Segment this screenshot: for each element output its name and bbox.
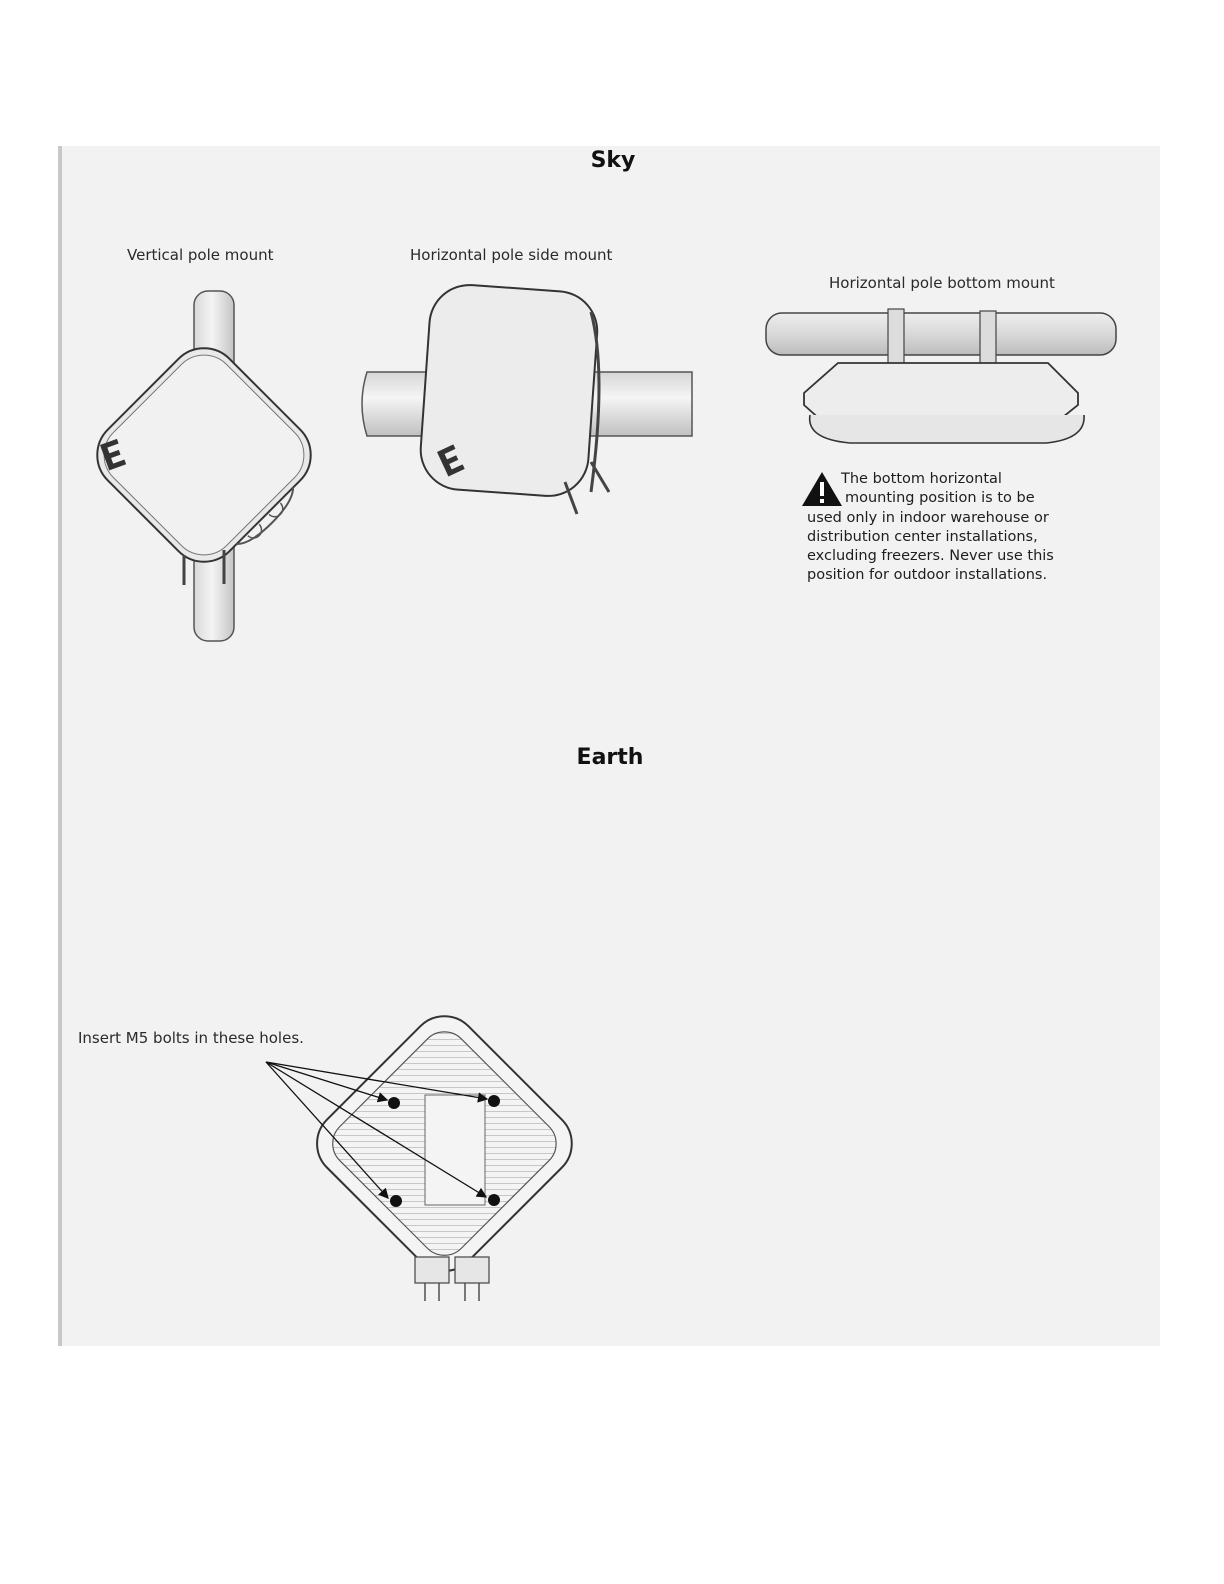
bolt-hole (388, 1097, 400, 1109)
bolt-hole (390, 1195, 402, 1207)
earth-mount-illustration (265, 995, 605, 1305)
warning-line: excluding freezers. Never use this (807, 548, 1054, 565)
warning-line: The bottom horizontal (841, 471, 1002, 487)
bolt-hole (488, 1095, 500, 1107)
bottom-mount-warning (807, 470, 1077, 586)
warning-line: distribution center installations, (807, 528, 1038, 545)
section-title-earth: Earth (576, 745, 644, 770)
caption-horizontal-side-mount: Horizontal pole side mount (410, 246, 613, 264)
vertical-pole-mount-illustration (80, 285, 340, 655)
warning-line: mounting position is to be (845, 490, 1035, 507)
warning-line: used only in indoor warehouse or (807, 509, 1049, 526)
section-title-sky: Sky (590, 148, 636, 173)
warning-line: position for outdoor installations. (807, 567, 1048, 584)
bolt-callout: Insert M5 bolts in these holes. (78, 1029, 304, 1047)
horizontal-side-mount-illustration (355, 282, 695, 522)
caption-vertical-pole-mount: Vertical pole mount (127, 246, 274, 264)
horizontal-bottom-mount-illustration (762, 305, 1122, 450)
bolt-hole (488, 1194, 500, 1206)
caption-horizontal-bottom-mount: Horizontal pole bottom mount (829, 274, 1055, 292)
